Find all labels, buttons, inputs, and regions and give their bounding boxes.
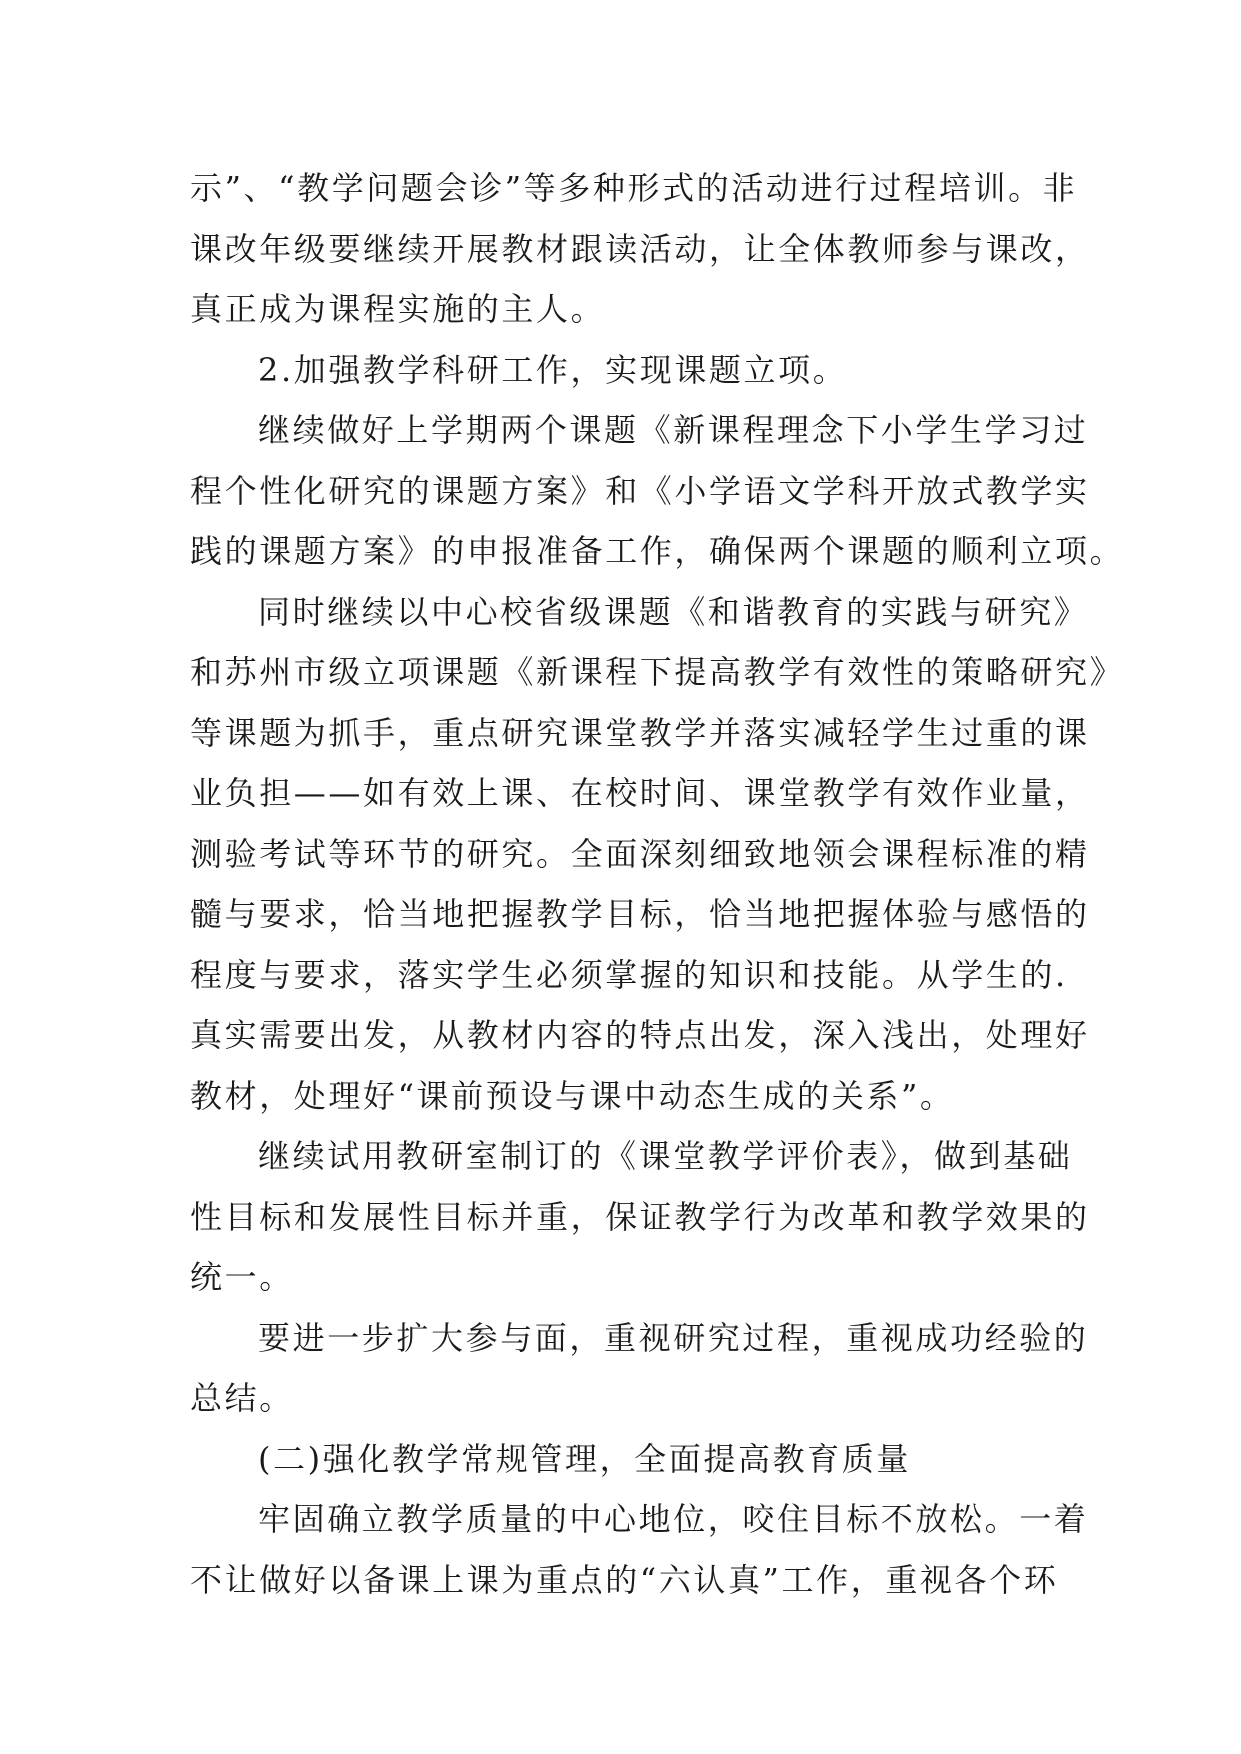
text-line: 程个性化研究的课题方案》和《小学语文学科开放式教学实 <box>190 471 1090 510</box>
text-line: 真实需要出发，从教材内容的特点出发，深入浅出，处理好 <box>190 1016 1090 1054</box>
text-line: 统一。 <box>190 1258 294 1296</box>
text-line: 性目标和发展性目标并重，保证教学行为改革和教学效果的 <box>190 1197 1090 1236</box>
text-line: 程度与要求，落实学生必须掌握的知识和技能。从学生的. <box>190 955 1068 994</box>
text-line: 总结。 <box>190 1379 294 1417</box>
text-line: 要进一步扩大参与面，重视研究过程，重视成功经验的 <box>258 1318 1089 1357</box>
text-line: 和苏州市级立项课题《新课程下提高教学有效性的策略研究》 <box>190 653 1125 691</box>
text-line: 真正成为课程实施的主人。 <box>190 290 606 328</box>
text-line: 牢固确立教学质量的中心地位，咬住目标不放松。一着 <box>258 1500 1089 1538</box>
text-line: 髓与要求，恰当地把握教学目标，恰当地把握体验与感悟的 <box>190 895 1090 933</box>
text-line: 课改年级要继续开展教材跟读活动，让全体教师参与课改， <box>190 229 1090 268</box>
text-line: 测验考试等环节的研究。全面深刻细致地领会课程标准的精 <box>190 834 1090 873</box>
text-line: 同时继续以中心校省级课题《和谐教育的实践与研究》 <box>258 592 1089 631</box>
text-line: 2.加强教学科研工作，实现课题立项。 <box>258 350 848 389</box>
text-line: 不让做好以备课上课为重点的“六认真”工作，重视各个环 <box>190 1560 1059 1599</box>
text-line: 继续做好上学期两个课题《新课程理念下小学生学习过 <box>258 411 1089 449</box>
document-body <box>190 158 1125 1610</box>
text-line: (二)强化教学常规管理，全面提高教育质量 <box>258 1439 911 1478</box>
text-line: 教材，处理好“课前预设与课中动态生成的关系”。 <box>190 1076 955 1115</box>
text-line: 践的课题方案》的申报准备工作，确保两个课题的顺利立项。 <box>190 532 1125 570</box>
text-line: 业负担——如有效上课、在校时间、课堂教学有效作业量， <box>190 774 1090 812</box>
text-line: 继续试用教研室制订的《课堂教学评价表》，做到基础 <box>258 1137 1073 1175</box>
text-line: 等课题为抓手，重点研究课堂教学并落实减轻学生过重的课 <box>190 713 1090 752</box>
text-line: 示”、“教学问题会诊”等多种形式的活动进行过程培训。非 <box>190 169 1078 207</box>
